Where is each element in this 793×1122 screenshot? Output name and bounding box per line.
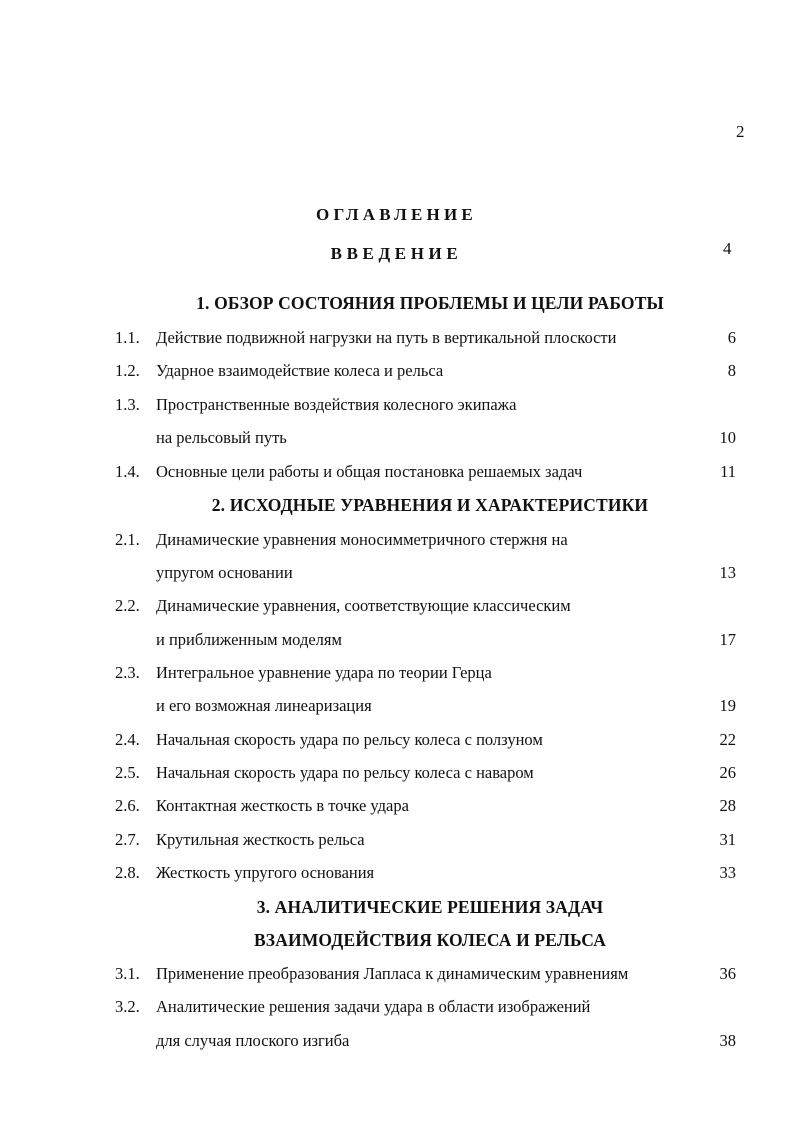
entry-title-continuation: упругом основании <box>156 563 293 582</box>
entry-title: Пространственные воздействия колесного экипажа <box>156 395 517 414</box>
entry-number: 3.1. <box>115 964 140 983</box>
entry-page: 22 <box>719 730 736 749</box>
entry-page: 38 <box>719 1031 736 1050</box>
entry-title: Ударное взаимодействие колеса и рельса <box>156 361 444 380</box>
section-3-title: 3. АНАЛИТИЧЕСКИЕ РЕШЕНИЯ ЗАДАЧ <box>256 897 604 917</box>
entry-page: 28 <box>719 796 736 815</box>
entry-number: 3.2. <box>115 997 140 1016</box>
entry-page: 8 <box>727 361 736 380</box>
entry-page: 10 <box>719 428 736 447</box>
entry-title-continuation: и приближенным моделям <box>156 630 342 649</box>
entry-title: Крутильная жесткость рельса <box>156 830 365 849</box>
entry-number: 1.4. <box>115 462 140 481</box>
entry-title: Контактная жесткость в точке удара <box>156 796 409 815</box>
entry-number: 2.3. <box>115 663 140 682</box>
entry-page: 26 <box>719 763 736 782</box>
entry-title: Жесткость упругого основания <box>156 863 375 882</box>
entry-number: 2.7. <box>115 830 140 849</box>
entry-page: 13 <box>719 563 736 582</box>
entry-page: 6 <box>727 328 736 347</box>
entry-page: 33 <box>719 863 736 882</box>
entry-title: Динамические уравнения моносимметричного стержня на <box>156 530 568 549</box>
entry-title: Применение преобразования Лапласа к динамическим уравнениям <box>156 964 629 983</box>
entry-number: 2.4. <box>115 730 140 749</box>
entry-title-continuation: для случая плоского изгиба <box>156 1031 350 1050</box>
entry-number: 1.2. <box>115 361 140 380</box>
entry-page: 17 <box>719 630 736 649</box>
section-3-title-continuation: ВЗАИМОДЕЙСТВИЯ КОЛЕСА И РЕЛЬСА <box>253 930 607 950</box>
entry-number: 2.5. <box>115 763 140 782</box>
entry-page: 36 <box>719 964 736 983</box>
entry-number: 2.2. <box>115 596 140 615</box>
entry-title: Действие подвижной нагрузки на путь в вертикальной плоскости <box>156 328 617 347</box>
entry-number: 2.1. <box>115 530 140 549</box>
entry-number: 1.3. <box>115 395 140 414</box>
page-number: 2 <box>736 122 745 141</box>
intro-title: ВВЕДЕНИЕ <box>330 244 463 263</box>
entry-number: 1.1. <box>115 328 140 347</box>
section-2-title: 2. ИСХОДНЫЕ УРАВНЕНИЯ И ХАРАКТЕРИСТИКИ <box>211 495 649 515</box>
entry-number: 2.6. <box>115 796 140 815</box>
toc-title: ОГЛАВЛЕНИЕ <box>316 205 477 224</box>
entry-title: Аналитические решения задачи удара в области изображений <box>156 997 591 1016</box>
entry-title: Основные цели работы и общая постановка решаемых задач <box>156 462 583 481</box>
entry-page: 19 <box>719 696 736 715</box>
entry-title-continuation: на рельсовый путь <box>156 428 287 447</box>
intro-page-number: 4 <box>723 239 732 258</box>
section-1-title: 1. ОБЗОР СОСТОЯНИЯ ПРОБЛЕМЫ И ЦЕЛИ РАБОТЫ <box>196 293 664 313</box>
entry-title-continuation: и его возможная линеаризация <box>156 696 372 715</box>
entry-title: Динамические уравнения, соответствующие классическим <box>156 596 571 615</box>
entry-title: Интегральное уравнение удара по теории Герца <box>156 663 492 682</box>
entry-title: Начальная скорость удара по рельсу колеса с ползуном <box>156 730 543 749</box>
entry-number: 2.8. <box>115 863 140 882</box>
entry-title: Начальная скорость удара по рельсу колеса с наваром <box>156 763 534 782</box>
entry-page: 31 <box>719 830 736 849</box>
entry-page: 11 <box>720 462 736 481</box>
